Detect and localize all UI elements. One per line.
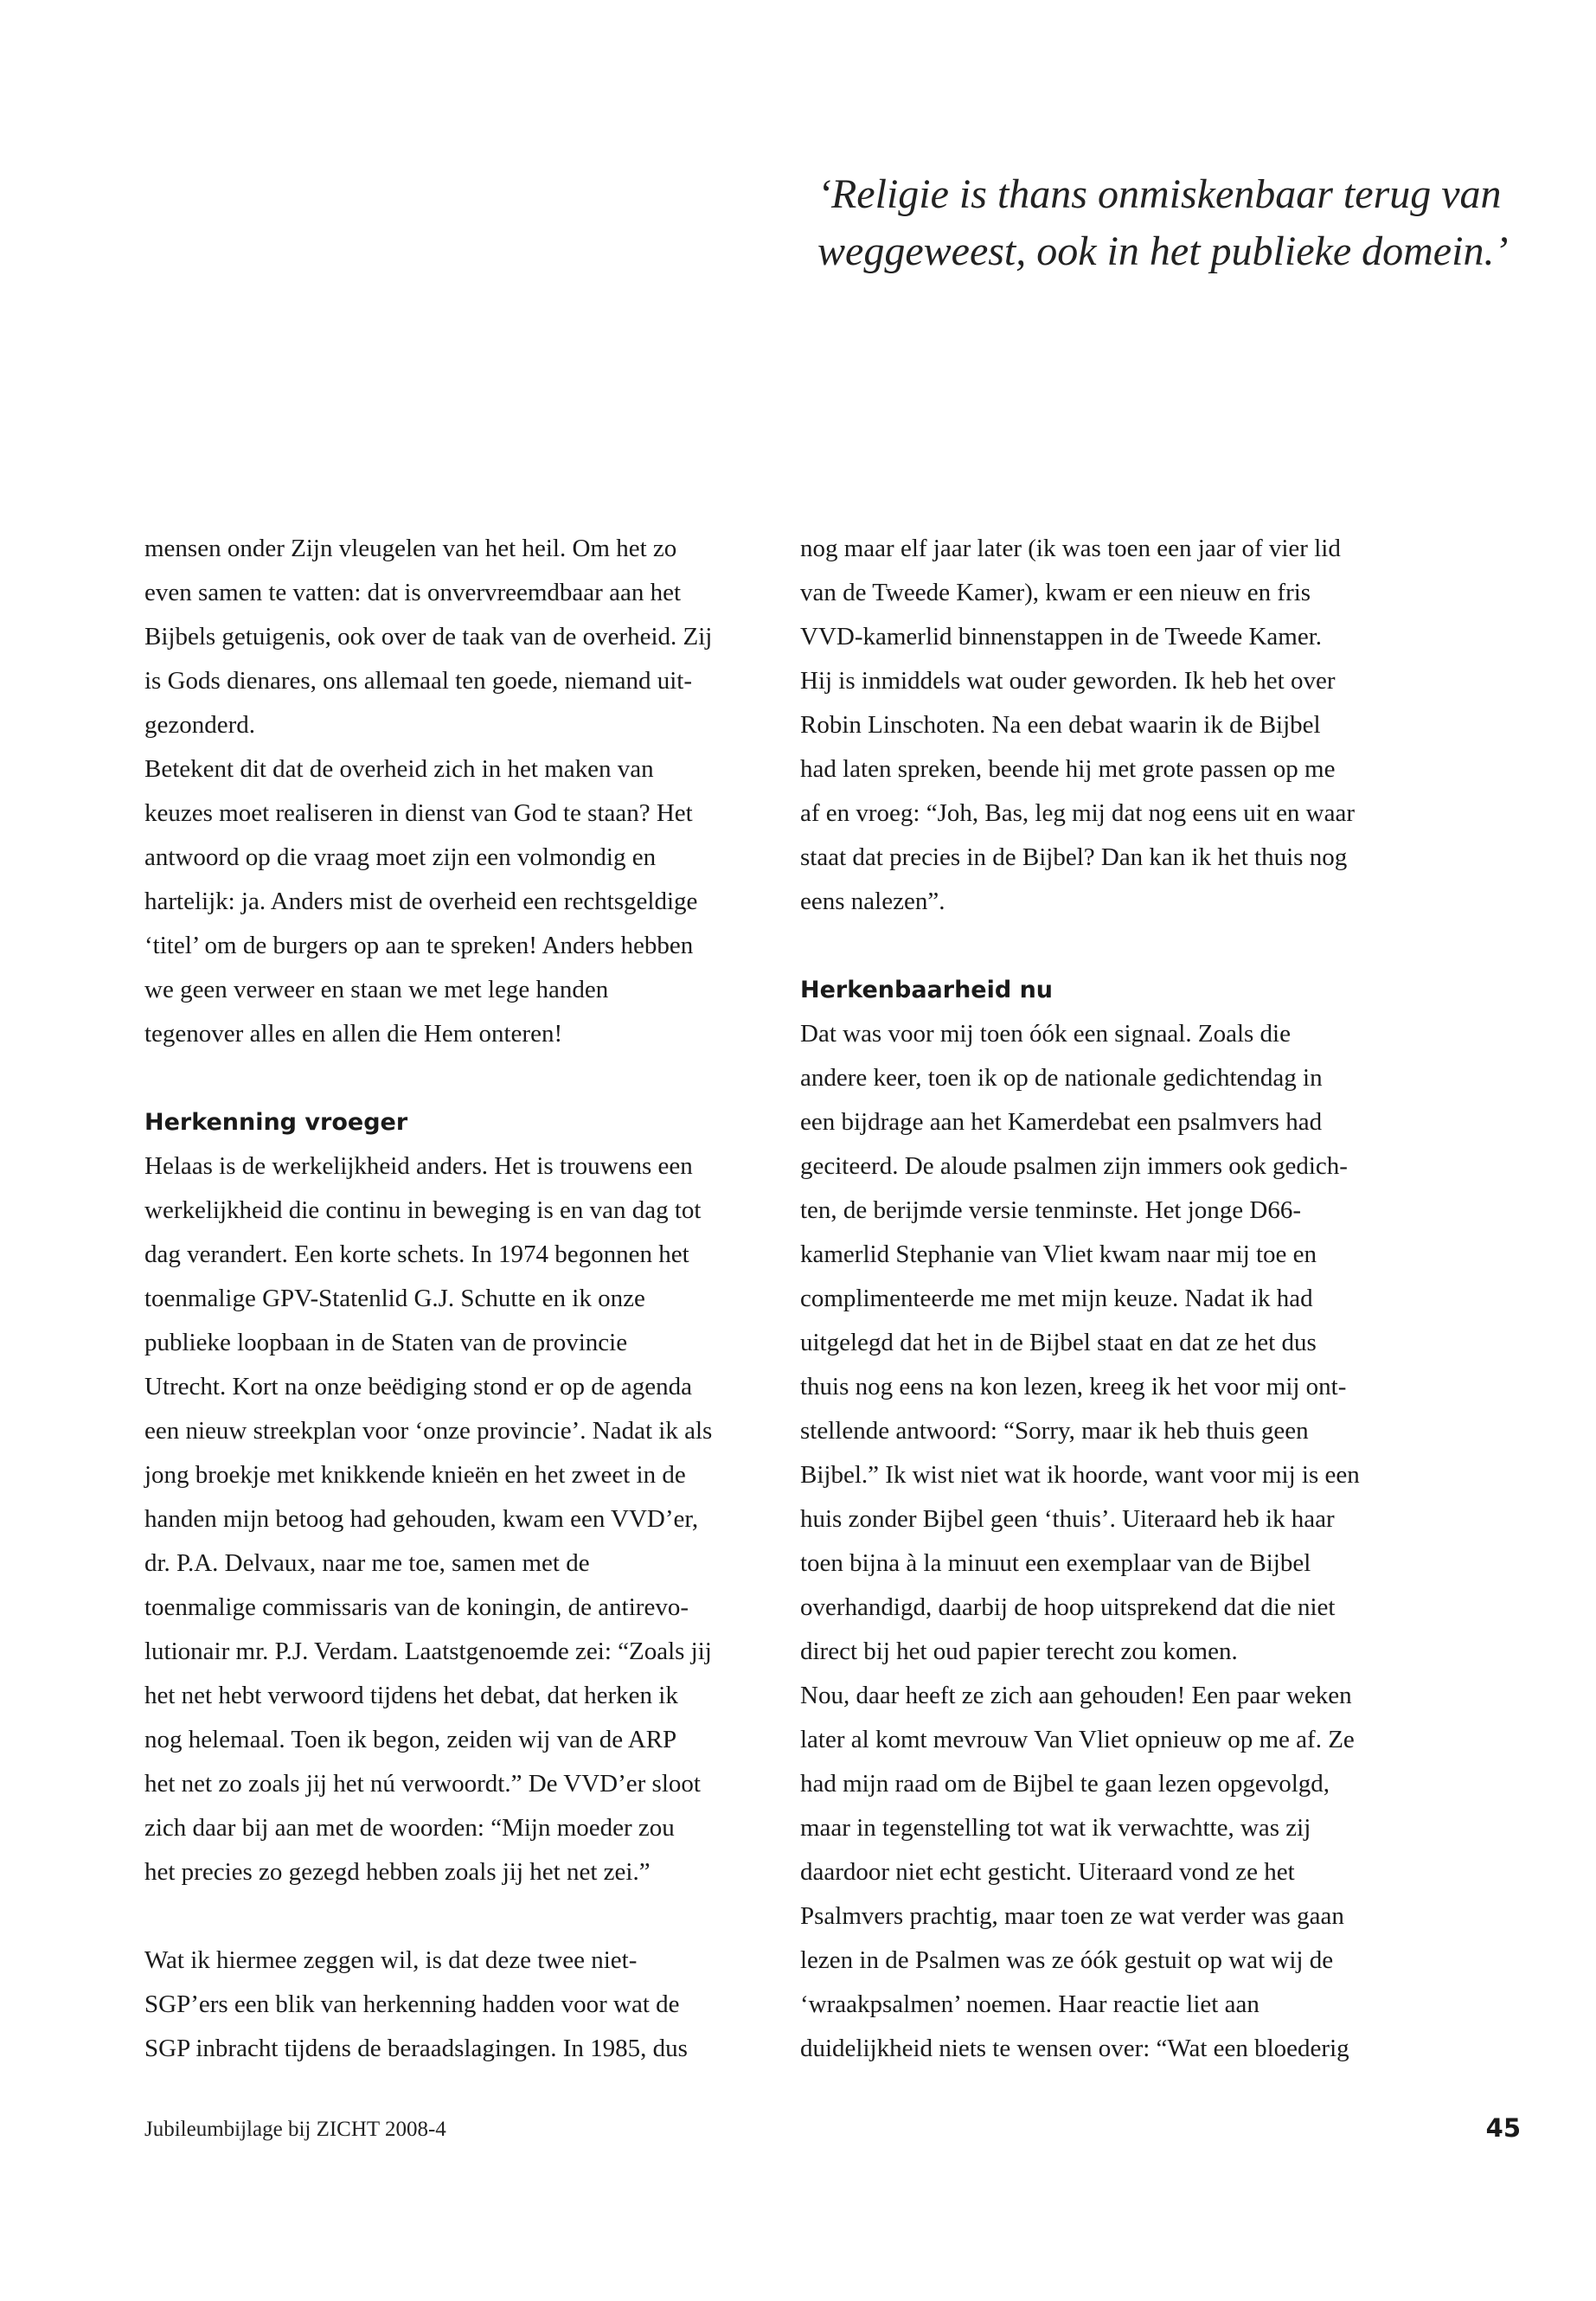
paragraph-line: we geen verweer en staan we met lege handen	[144, 976, 609, 1003]
paragraph-line: een bijdrage aan het Kamerdebat een psalmvers had	[800, 1108, 1323, 1136]
paragraph-line: dag verandert. Een korte schets. In 1974 begonnen het	[144, 1240, 689, 1268]
paragraph-line: mensen onder Zijn vleugelen van het heil. Om het zo	[144, 535, 677, 562]
paragraph-line: Robin Linschoten. Na een debat waarin ik de Bijbel	[800, 711, 1321, 739]
paragraph-line: geciteerd. De aloude psalmen zijn immers ook gedich-	[800, 1152, 1348, 1180]
paragraph-line: af en vroeg: “Joh, Bas, leg mij dat nog eens uit en waar	[800, 799, 1356, 827]
paragraph-line: Betekent dit dat de overheid zich in het maken van	[144, 755, 654, 783]
paragraph-line: SGP’ers een blik van herkenning hadden voor wat de	[144, 1990, 680, 2018]
paragraph-line: duidelijkheid niets te wensen over: “Wat een bloederig	[800, 2035, 1349, 2062]
paragraph-line: uitgelegd dat het in de Bijbel staat en dat ze het dus	[800, 1329, 1317, 1356]
paragraph-line: staat dat precies in de Bijbel? Dan kan ik het thuis nog	[800, 843, 1348, 871]
paragraph-line: Hij is inmiddels wat ouder geworden. Ik heb het over	[800, 667, 1336, 695]
paragraph-line: eens nalezen”.	[800, 888, 945, 915]
paragraph-line: gezonderd.	[144, 711, 256, 739]
paragraph-spacer	[144, 1056, 767, 1100]
paragraph-spacer	[144, 1894, 767, 1939]
paragraph-line: VVD-kamerlid binnenstappen in de Tweede Kamer.	[800, 623, 1323, 651]
paragraph-line: het net zo zoals jij het nú verwoordt.” De VVD’er sloot	[144, 1770, 701, 1798]
paragraph-line: stellende antwoord: “Sorry, maar ik heb thuis geen	[800, 1417, 1309, 1445]
left-column	[144, 527, 767, 2071]
paragraph-line: ‘titel’ om de burgers op aan te spreken! Anders hebben	[144, 932, 694, 959]
paragraph-line: Bijbel.” Ik wist niet wat ik hoorde, want voor mij is een	[800, 1461, 1360, 1489]
paragraph-line: toen bijna à la minuut een exemplaar van de Bijbel	[800, 1549, 1311, 1577]
paragraph-line: keuzes moet realiseren in dienst van God te staan? Het	[144, 799, 693, 827]
paragraph-line: had laten spreken, beende hij met grote passen op me	[800, 755, 1336, 783]
paragraph-line: complimenteerde me met mijn keuze. Nadat ik had	[800, 1285, 1313, 1312]
paragraph-line: maar in tegenstelling tot wat ik verwachtte, was zij	[800, 1814, 1311, 1842]
paragraph-line: Dat was voor mij toen óók een signaal. Zoals die	[800, 1020, 1291, 1048]
paragraph-line: lezen in de Psalmen was ze óók gestuit op wat wij de	[800, 1946, 1334, 1974]
paragraph-line: thuis nog eens na kon lezen, kreeg ik het voor mij ont-	[800, 1373, 1347, 1400]
paragraph-line: het net hebt verwoord tijdens het debat, dat herken ik	[144, 1682, 678, 1709]
paragraph-line: zich daar bij aan met de woorden: “Mijn moeder zou	[144, 1814, 675, 1842]
paragraph-line: is Gods dienares, ons allemaal ten goede, niemand uit-	[144, 667, 692, 695]
paragraph-line: het precies zo gezegd hebben zoals jij het net zei.”	[144, 1858, 651, 1886]
paragraph-line: andere keer, toen ik op de nationale gedichtendag in	[800, 1064, 1323, 1092]
paragraph-line: overhandigd, daarbij de hoop uitsprekend dat die niet	[800, 1593, 1336, 1621]
paragraph-line: had mijn raad om de Bijbel te gaan lezen opgevolgd,	[800, 1770, 1330, 1798]
paragraph-line: toenmalige commissaris van de koningin, de antirevo-	[144, 1593, 689, 1621]
paragraph-line: publieke loopbaan in de Staten van de provincie	[144, 1329, 628, 1356]
paragraph-line: jong broekje met knikkende knieën en het zweet in de	[144, 1461, 686, 1489]
paragraph-line: toenmalige GPV-Statenlid G.J. Schutte en ik onze	[144, 1285, 645, 1312]
paragraph-line: Psalmvers prachtig, maar toen ze wat verder was gaan	[800, 1902, 1344, 1930]
footer-publication: Jubileumbijlage bij ZICHT 2008-4	[144, 2118, 446, 2141]
paragraph-line: daardoor niet echt gesticht. Uiteraard vond ze het	[800, 1858, 1295, 1886]
paragraph-line: lutionair mr. P.J. Verdam. Laatstgenoemde zei: “Zoals jij	[144, 1638, 712, 1665]
paragraph-line: van de Tweede Kamer), kwam er een nieuw en fris	[800, 579, 1311, 606]
paragraph-line: Wat ik hiermee zeggen wil, is dat deze twee niet-	[144, 1946, 638, 1974]
paragraph-line: direct bij het oud papier terecht zou komen.	[800, 1638, 1238, 1665]
paragraph-line: tegenover alles en allen die Hem onteren!	[144, 1020, 563, 1048]
paragraph-line: Bijbels getuigenis, ook over de taak van de overheid. Zij	[144, 623, 713, 651]
pull-quote	[817, 166, 1544, 280]
paragraph-line: handen mijn betoog had gehouden, kwam een VVD’er,	[144, 1505, 699, 1533]
paragraph-line: ‘wraakpsalmen’ noemen. Haar reactie liet aan	[800, 1990, 1259, 2018]
paragraph-line: ten, de berijmde versie tenminste. Het jonge D66-	[800, 1196, 1302, 1224]
paragraph-line: SGP inbracht tijdens de beraadslagingen. In 1985, dus	[144, 2035, 688, 2062]
pull-quote-line: ‘Religie is thans onmiskenbaar terug van	[817, 171, 1502, 217]
paragraph-line: Helaas is de werkelijkheid anders. Het is trouwens een	[144, 1152, 693, 1180]
page-number: 45	[1485, 2113, 1521, 2143]
paragraph-line: later al komt mevrouw Van Vliet opnieuw op me af. Ze	[800, 1726, 1355, 1753]
paragraph-line: even samen te vatten: dat is onvervreemdbaar aan het	[144, 579, 682, 606]
paragraph-line: dr. P.A. Delvaux, naar me toe, samen met de	[144, 1549, 590, 1577]
paragraph-line: Utrecht. Kort na onze beëdiging stond er op de agenda	[144, 1373, 692, 1400]
paragraph-line: Nou, daar heeft ze zich aan gehouden! Een paar weken	[800, 1682, 1352, 1709]
paragraph-line: antwoord op die vraag moet zijn een volmondig en	[144, 843, 657, 871]
paragraph-line: werkelijkheid die continu in beweging is en van dag tot	[144, 1196, 702, 1224]
section-heading-herkenbaarheid-nu: Herkenbaarheid nu	[800, 977, 1054, 1003]
paragraph-line: nog helemaal. Toen ik begon, zeiden wij van de ARP	[144, 1726, 677, 1753]
paragraph-spacer	[800, 924, 1423, 968]
paragraph-line: kamerlid Stephanie van Vliet kwam naar mij toe en	[800, 1240, 1317, 1268]
paragraph-line: een nieuw streekplan voor ‘onze provincie’. Nadat ik als	[144, 1417, 713, 1445]
right-column	[800, 527, 1423, 2071]
paragraph-line: huis zonder Bijbel geen ‘thuis’. Uiteraard heb ik haar	[800, 1505, 1335, 1533]
pull-quote-line: weggeweest, ook in het publieke domein.’	[817, 228, 1509, 274]
paragraph-line: hartelijk: ja. Anders mist de overheid een rechtsgeldige	[144, 888, 698, 915]
section-heading-herkenning-vroeger: Herkenning vroeger	[144, 1109, 408, 1136]
paragraph-line: nog maar elf jaar later (ik was toen een jaar of vier lid	[800, 535, 1341, 562]
